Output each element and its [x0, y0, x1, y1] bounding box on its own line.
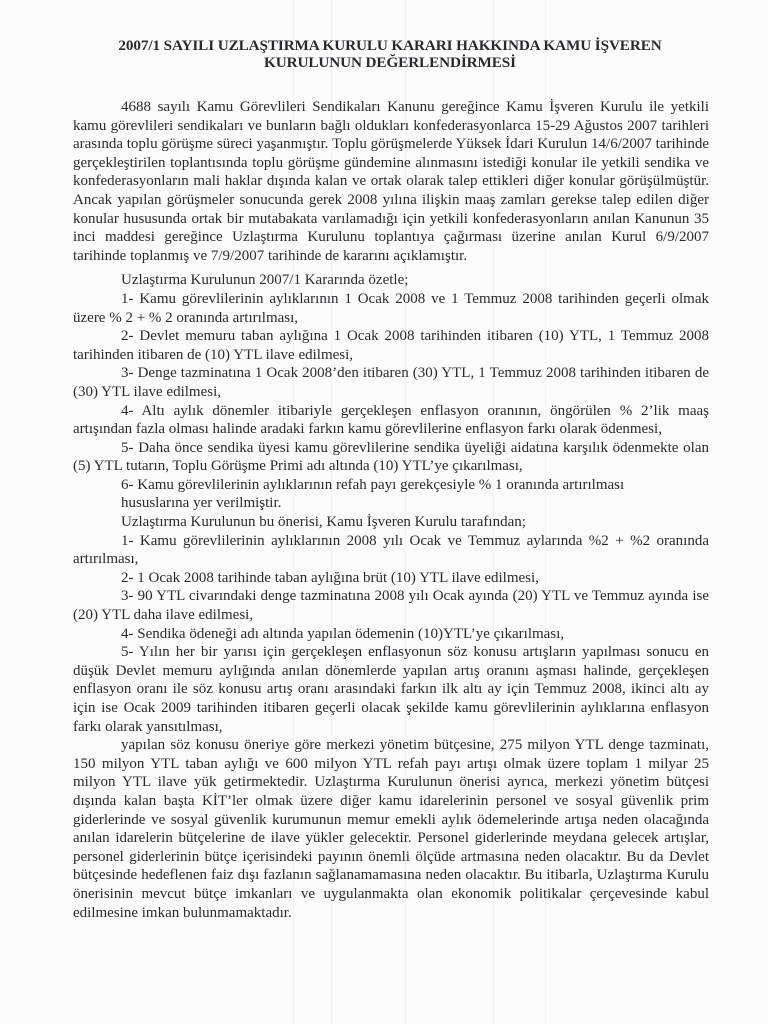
proposal-item: 3- 90 YTL civarındaki denge tazminatına 2008 yılı Ocak ayında (20) YTL ve Temmuz ayında ise (20) YTL daha ilave edilmesi,	[73, 588, 709, 624]
proposal-item: 5- Yılın her bir yarısı için gerçekleşen enflasyonun söz konusu artışların yapılması sonucu en düşük Devlet memuru aylığında anılan dönemlerde yapılan artış oranını aşması halinde, gerçekleşen enflasyon oranı ile söz konusu artış oranı arasındaki farkın ilk altı ay için Temmuz 2008, ikinci altı ay için ise Ocak 2009 tarihinden itibaren geçerli olacak şekilde kamu görevlilerinin aylıklarına enflasyon farkı olarak yansıtılması,	[73, 644, 709, 735]
document-title	[60, 37, 720, 71]
summary-heading: Uzlaştırma Kurulunun 2007/1 Kararında özetle;	[121, 272, 409, 289]
proposal-item: 1- Kamu görevlilerinin aylıklarının 2008 yılı Ocak ve Temmuz aylarında %2 + %2 oranında artırılması,	[73, 532, 709, 568]
document-body	[73, 98, 709, 922]
title-line-2: KURULUNUN DEĞERLENDİRMESİ	[264, 54, 516, 71]
decision-closing: hususlarına yer verilmiştir.	[121, 495, 282, 512]
decision-item: 2- Devlet memuru taban aylığına 1 Ocak 2008 tarihinden itibaren (10) YTL, 1 Temmuz 2008 tarihinden itibaren de (10) YTL ilave edilmesi,	[73, 328, 709, 363]
decision-item: 6- Kamu görevlilerinin aylıklarının refah payı gerekçesiyle % 1 oranında artırılması	[121, 476, 625, 493]
proposal-heading: Uzlaştırma Kurulunun bu önerisi, Kamu İşveren Kurulu tarafından;	[121, 514, 526, 531]
decision-item: 5- Daha önce sendika üyesi kamu görevlilerine sendika üyeliği aidatına karşılık ödenmekte olan (5) YTL tutarın, Toplu Görüşme Primi adı altında (10) YTL’ye çıkarılması,	[73, 439, 709, 475]
decision-item: 1- Kamu görevlilerinin aylıklarının 1 Ocak 2008 ve 1 Temmuz 2008 tarihinden geçerli olmak üzere % 2 + % 2 oranında artırılması,	[73, 290, 709, 326]
proposal-item: 2- 1 Ocak 2008 tarihinde taban aylığına brüt (10) YTL ilave edilmesi,	[121, 569, 539, 586]
decision-item: 3- Denge tazminatına 1 Ocak 2008’den itibaren (30) YTL, 1 Temmuz 2008 tarihinden itibaren de (30) YTL ilave edilmesi,	[73, 365, 709, 400]
conclusion-paragraph: yapılan söz konusu öneriye göre merkezi yönetim bütçesine, 275 milyon YTL denge tazminatı, 150 milyon YTL taban aylığı ve 600 milyon YTL refah payı artışı olmak üzere toplam 1 milyar 25 milyon YTL ilave yük getirmektedir. Uzlaştırma Kurulunun önerisi ayrıca, merkezi yönetim bütçesi dışında kalan başta KİT’ler olmak üzere diğer kamu idarelerinin personel ve sosyal güvenlik prim giderlerinde ve sosyal güvenlik kurumunun memur emekli aylık ödemelerinde artışa neden olacağında anılan idarelerin bütçelerine de ilave yükler gelecektir. Personel giderlerinde meydana gelecek artışlar, personel giderlerinin bütçe içerisindeki payının önemli ölçüde artmasına neden olacaktır. Bu da Devlet bütçesinde hedeflenen faiz dışı fazlanın sağlanamamasına neden olacaktır. Bu itibarla, Uzlaştırma Kurulu önerisinin mevcut bütçe imkanları ve uygulanmakta olan ekonomik politikalar çerçevesinde kabul edilmesine imkan bulunmamaktadır.	[73, 737, 709, 921]
title-line-1: 2007/1 SAYILI UZLAŞTIRMA KURULU KARARI HAKKINDA KAMU İŞVEREN	[118, 37, 662, 54]
decision-item: 4- Altı aylık dönemler itibariyle gerçekleşen enflasyon oranının, öngörülen % 2’lik maaş artışından fazla olması halinde aradaki farkın kamu görevlilerine enflasyon farkı olarak ödenmesi,	[73, 402, 709, 438]
intro-paragraph: 4688 sayılı Kamu Görevlileri Sendikaları Kanunu gereğince Kamu İşveren Kurulu ile yetkili kamu görevlileri sendikaları ve bunların bağlı oldukları konfederasyonlarca 15-29 Ağustos 2007 tarihleri arasında toplu görüşme süreci yaşanmıştır. Toplu görüşmelerde Yüksek İdari Kurulun 14/6/2007 tarihinde gerçekleştirilen toplantısında toplu görüşme gündemine alınmasını istediği konular ile yetkili sendika ve konfederasyonların mali haklar dışında kalan ve ortak olarak talep ettikleri diğer konular görüşülmüştür. Ancak yapılan görüşmeler sonucunda gerek 2008 yılına ilişkin maaş zamları gerekse talep edilen diğer konular hususunda ortak bir mutabakata varılamadığı için yetkili konfederasyonların anılan Kanunun 35 inci maddesi gereğince Uzlaştırma Kurulunu toplantıya çağırması üzerine anılan Kurul 6/9/2007 tarihinde toplanmış ve 7/9/2007 tarihinde de kararını açıklamıştır.	[73, 99, 709, 264]
proposal-item: 4- Sendika ödeneği adı altında yapılan ödemenin (10)YTL’ye çıkarılması,	[121, 625, 565, 642]
